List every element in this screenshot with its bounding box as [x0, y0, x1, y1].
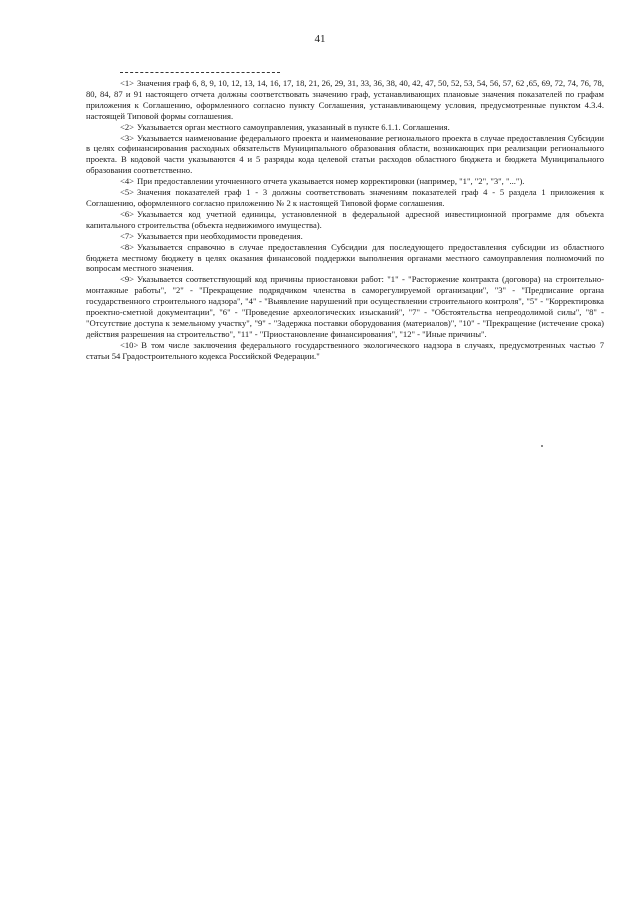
footnote-10	[86, 340, 604, 362]
scan-speck	[541, 445, 543, 447]
footnote-3	[86, 133, 604, 177]
footnote-text: Указывается при необходимости проведения.	[137, 230, 303, 241]
footnote-marker: <3>	[120, 132, 134, 143]
footnote-1	[86, 78, 604, 122]
footnote-marker: <2>	[120, 121, 134, 132]
footnote-text: Указывается код учетной единицы, установленной в федеральной адресной инвестиционной программе для объекта капитального строительства (объекта недвижимого имущества).	[86, 208, 604, 230]
footnote-marker: <4>	[120, 176, 134, 187]
footnote-text: Значения граф 6, 8, 9, 10, 12, 13, 14, 16, 17, 18, 21, 26, 29, 31, 33, 36, 38, 40, 42, 47, 50, 52, 53, 54, 56, 57, 62 ,65, 69, 72, 74, 76, 78, 80, 84, 87 и 91 настоящего отчета должны соответствовать значению граф, устанавливающих плановые значения показателей по графам приложения к Соглашению, оформленного согласно пункту Соглашения, устанавливающему условия, предусмотренные пунктом 4.3.4. настоящей Типовой формы соглашения.	[86, 78, 604, 121]
footnote-text: Указывается справочно в случае предоставления Субсидии для последующего предоставления субсидии из областного бюджета местному бюджету в целях оказания финансовой поддержки выполнения органами местного самоуправления полномочий по вопросам местного значения.	[86, 241, 604, 274]
footnote-marker: <1>	[120, 78, 134, 88]
footnote-marker: <5>	[120, 187, 134, 198]
footnote-text: При предоставлении уточненного отчета указывается номер корректировки (например, "1", "2", "3", "...").	[137, 176, 525, 187]
footnote-8	[86, 242, 604, 275]
footnotes-section	[86, 78, 604, 362]
footnote-marker: <6>	[120, 208, 134, 219]
footnote-text: Значения показателей граф 1 - 3 должны соответствовать значениям показателей граф 4 - 5 раздела 1 приложения к Соглашению, оформленного согласно приложению № 2 к настоящей Типовой форме соглашения.	[86, 187, 604, 208]
page-number: 41	[314, 33, 326, 45]
footnote-text: Указывается наименование федерального проекта и наименование регионального проекта в случае предоставления Субсидии в целях софинансирования расходных обязательств Муниципального образования области, возникающих при реализации регионального проекта. В кодовой части указываются 4 и 5 разряды кода целевой статьи расходов областного бюджета и бюджета Муниципального образования соответственно.	[86, 132, 604, 176]
footnote-6	[86, 209, 604, 231]
footnote-text: Указывается орган местного самоуправления, указанный в пункте 6.1.1. Соглашения.	[137, 121, 450, 132]
footnote-separator	[120, 72, 280, 73]
footnote-marker: <7>	[120, 230, 134, 241]
footnote-2	[86, 122, 604, 133]
footnote-9	[86, 274, 604, 339]
footnote-text: В том числе заключения федерального государственного экологического надзора в случаях, предусмотренных частью 7 статьи 54 Градостроительного кодекса Российской Федерации."	[86, 339, 604, 361]
footnote-marker: <8>	[120, 241, 134, 252]
footnote-5	[86, 187, 604, 209]
footnote-marker: <9>	[120, 274, 134, 285]
footnote-text: Указывается соответствующий код причины приостановки работ: "1" - "Расторжение контракта (договора) на строительно-монтажные работы", "2" - "Прекращение подрядчиком членства в саморегулируемой организации", "3" - "Предписание органа государственного строительного надзора", "4" - "Выявление нарушений при осуществлении строительного контроля", "5" - "Корректировка проектно-сметной документации", "6" - "Проведение археологических изысканий", "7" - "Обстоятельства непреодолимой силы", "8" - "Отсутствие доступа к земельному участку", "9" - "Задержка поставки оборудования (материалов)", "10" - "Прекращение (истечение срока) действия разрешения на строительство", "11" - "Приостановление финансирования", "12" - "Иные причины".	[86, 274, 604, 339]
footnote-4	[86, 176, 604, 187]
footnote-marker: <10>	[120, 339, 139, 350]
footnote-7	[86, 231, 604, 242]
